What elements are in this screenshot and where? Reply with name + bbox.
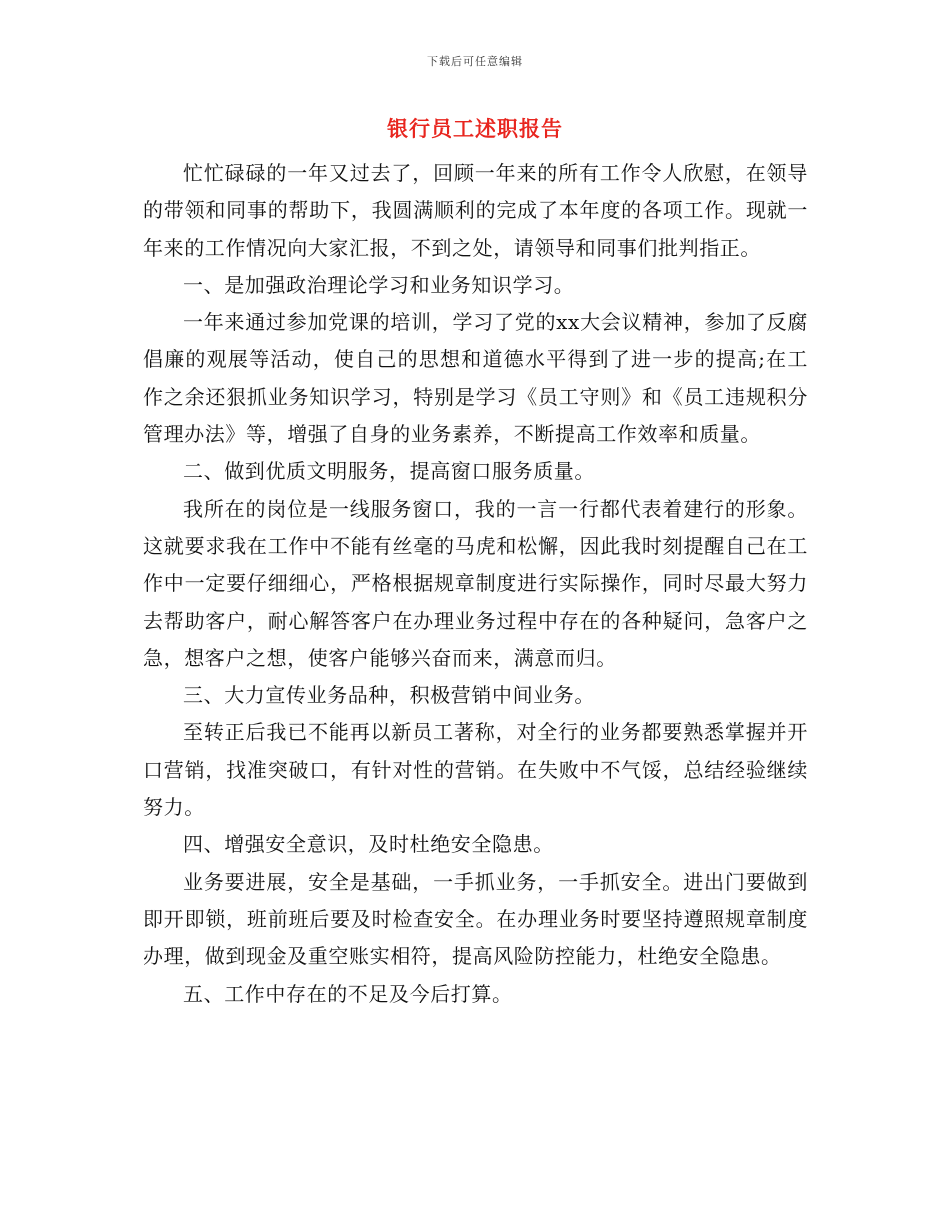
section-heading-3: 三、大力宣传业务品种，积极营销中间业务。 [183,683,595,708]
paragraph-1: 一年来通过参加党课的培训，学习了党的xx大会议精神，参加了反腐倡廉的观展等活动，使自己的思想和道德水平得到了进一步的提高;在工作之余还狠抓业务知识学习，特别是学习《员工守则》和《员工违规积分管理办法》等，增强了自身的业务素养，不断提高工作效率和质量。 [143,310,808,447]
paragraph-3: 至转正后我已不能再以新员工著称，对全行的业务都要熟悉掌握并开口营销，找准突破口，有针对性的营销。在失败中不气馁，总结经验继续努力。 [143,720,808,820]
section-heading-2: 二、做到优质文明服务，提高窗口服务质量。 [183,459,595,484]
header-note: 下载后可任意编辑 [427,55,523,68]
document-title: 银行员工述职报告 [387,117,563,141]
section-heading-1: 一、是加强政治理论学习和业务知识学习。 [183,272,575,297]
paragraph-4: 业务要进展，安全是基础，一手抓业务，一手抓安全。进出门要做到即开即锁，班前班后要及时检查安全。在办理业务时要坚持遵照规章制度办理，做到现金及重空账实相符，提高风险防控能力，杜绝安全隐患。 [143,869,808,969]
paragraph-intro: 忙忙碌碌的一年又过去了，回顾一年来的所有工作令人欣慰，在领导的带领和同事的帮助下，我圆满顺利的完成了本年度的各项工作。现就一年来的工作情况向大家汇报，不到之处，请领导和同事们批判指正。 [143,161,808,260]
paragraph-2: 我所在的岗位是一线服务窗口，我的一言一行都代表着建行的形象。这就要求我在工作中不能有丝毫的马虎和松懈，因此我时刻提醒自己在工作中一定要仔细细心，严格根据规章制度进行实际操作，同时尽最大努力去帮助客户，耐心解答客户在办理业务过程中存在的各种疑问，急客户之急，想客户之想，使客户能够兴奋而来，满意而归。 [143,496,808,670]
section-heading-5: 五、工作中存在的不足及今后打算。 [183,981,513,1006]
section-heading-4: 四、增强安全意识，及时杜绝安全隐患。 [183,832,554,857]
document-body [143,155,808,1013]
